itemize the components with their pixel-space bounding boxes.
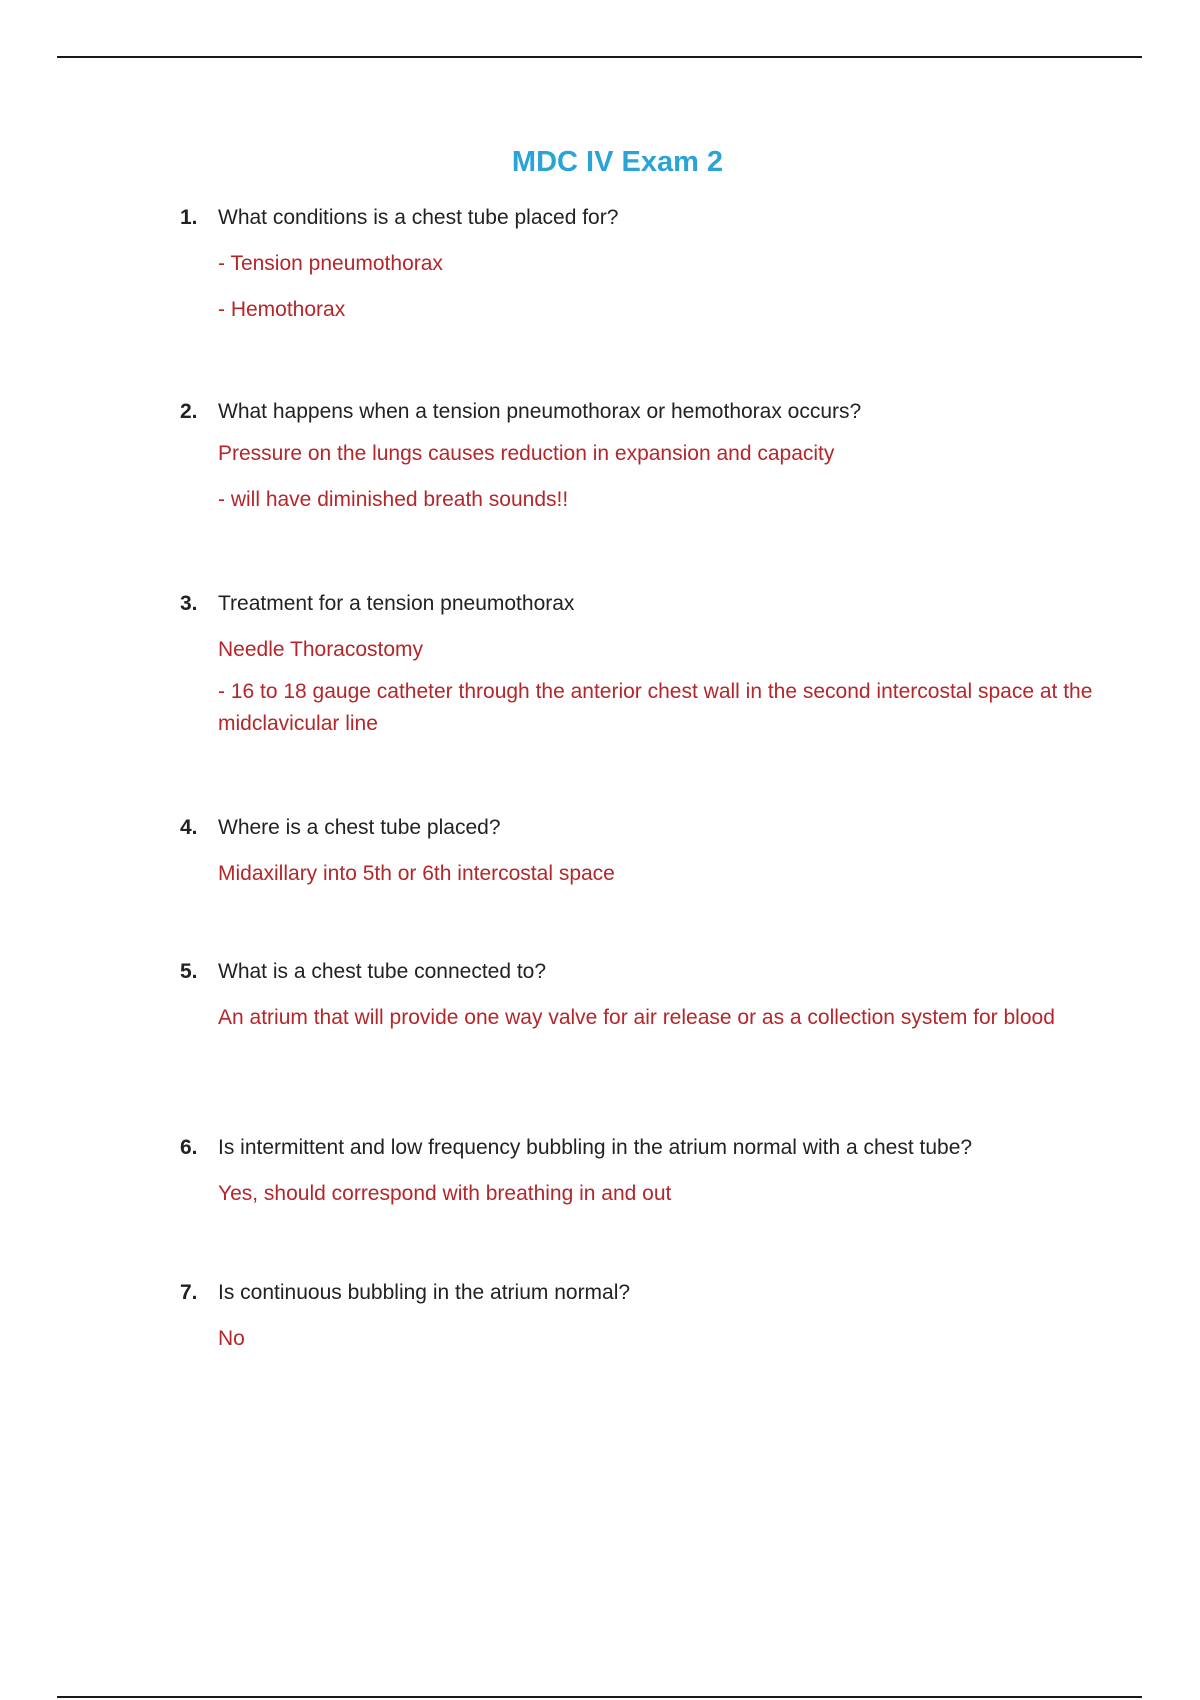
question-number: 5. — [180, 960, 198, 983]
question-text: Is intermittent and low frequency bubbling in the atrium normal with a chest tube? — [218, 1136, 973, 1159]
question-block-7 — [180, 1277, 1100, 1355]
answer-line: Needle Thoracostomy — [218, 638, 424, 661]
question-block-5 — [180, 956, 1100, 1034]
question-number: 6. — [180, 1136, 198, 1159]
question-block-6 — [180, 1132, 1100, 1210]
question-text: What is a chest tube connected to? — [218, 960, 547, 983]
answer-line: - Tension pneumothorax — [218, 252, 443, 275]
question-text: Where is a chest tube placed? — [218, 816, 501, 839]
answer-line: Midaxillary into 5th or 6th intercostal space — [218, 862, 615, 885]
question-number: 7. — [180, 1281, 198, 1304]
answer-line: Yes, should correspond with breathing in and out — [218, 1182, 672, 1205]
answer-line: - 16 to 18 gauge catheter through the anterior chest wall in the second intercostal space at the midclavicular line — [218, 680, 1093, 735]
answer-line: - will have diminished breath sounds!! — [218, 488, 569, 511]
question-number: 2. — [180, 400, 198, 423]
footer-rule — [57, 1696, 1142, 1698]
document-title: MDC IV Exam 2 — [511, 146, 724, 178]
question-text: What conditions is a chest tube placed for? — [218, 206, 619, 229]
question-block-3 — [180, 588, 1100, 740]
question-block-1 — [180, 202, 1100, 326]
question-text: Is continuous bubbling in the atrium normal? — [218, 1281, 631, 1304]
answer-line: No — [218, 1327, 245, 1350]
question-block-4 — [180, 812, 1100, 890]
header-rule — [57, 56, 1142, 58]
question-number: 3. — [180, 592, 198, 615]
question-block-2 — [180, 396, 1100, 516]
answer-line: An atrium that will provide one way valve for air release or as a collection system for blood — [218, 1006, 1055, 1029]
question-text: Treatment for a tension pneumothorax — [218, 592, 575, 615]
question-text: What happens when a tension pneumothorax or hemothorax occurs? — [218, 400, 862, 423]
question-number: 1. — [180, 206, 198, 229]
question-number: 4. — [180, 816, 198, 839]
answer-line: - Hemothorax — [218, 298, 346, 321]
answer-line: Pressure on the lungs causes reduction in expansion and capacity — [218, 442, 835, 465]
